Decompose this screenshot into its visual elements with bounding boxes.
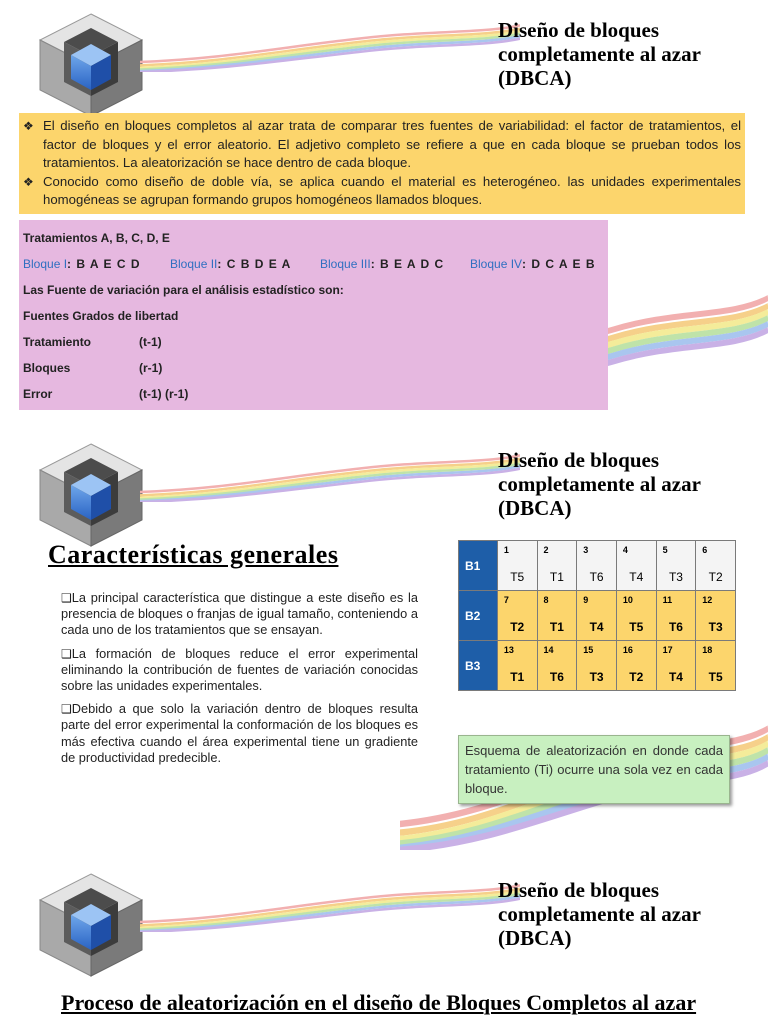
list-item-text: Debido a que solo la variación dentro de bloques resulta parte del error experimental la conformación de los bloques es más efectiva cuando el área experimental tiene un gradiente de productividad predecible. [61,701,418,765]
plot-number: 4 [622,545,628,555]
block-label: Bloque III [320,257,371,271]
source-row [23,333,604,359]
grid-cell [616,591,656,641]
decorative-ribbon [140,22,520,72]
bullet-text: El diseño en bloques completos al azar trata de comparar tres fuentes de variabilidad: el factor de tratamientos, el factor de bloques y el error aleatorio. El adjetivo completo se refiere a que en cada bloque se prueban todos los tratamientos. La aleatorización se hace dentro de cada bloque. [43,118,741,171]
treatment-label: T5 [510,570,525,584]
treatment-label: T4 [629,570,644,584]
plot-number: 3 [583,545,589,555]
treatment-label: T1 [510,670,525,684]
treatment-label: T2 [629,670,644,684]
block-entry [23,255,141,273]
grid-cell [577,641,617,691]
slide-1 [0,0,768,430]
plot-number: 16 [622,645,633,655]
plot-number: 15 [583,645,594,655]
treatment-label: T4 [668,670,683,684]
cube-logo-icon [38,12,144,118]
grid-cell [577,591,617,641]
bullet-item [23,117,741,173]
sources-header: Fuentes Grados de libertad [23,309,179,323]
plot-number: 10 [622,595,633,605]
treatment-label: T2 [708,570,723,584]
block-label: Bloque I [23,257,68,271]
plot-number: 6 [702,545,708,555]
grid-cell [616,541,656,591]
block-label: Bloque II [170,257,218,271]
plot-number: 12 [702,595,713,605]
bullet-text: Conocido como diseño de doble vía, se aplica cuando el material es heterogéneo. las unidades experimentales homogéneas se agrupan formando grupos homogéneos llamados bloques. [43,173,741,208]
slide-3 [0,860,768,1024]
block-entry [170,255,291,273]
source-name: Tratamiento [23,335,92,349]
plot-number: 7 [503,595,509,605]
list-item-text: La principal característica que distingue a este diseño es la presencia de bloques o franjas de igual tamaño, conteniendo a cada uno de los tratamientos que se ensayan. [61,590,418,638]
checkbox-bullet-icon: ❑ [61,702,72,717]
plot-number: 17 [662,645,673,655]
plot-number: 8 [543,595,549,605]
grid-cell [696,591,736,641]
bullet-item [23,173,741,210]
cube-logo-icon [38,872,144,978]
treatments-line: Tratamientos A, B, C, D, E [23,231,170,245]
plot-number: 18 [702,645,713,655]
grid-cell [696,641,736,691]
source-row [23,385,604,411]
plot-number: 14 [543,645,554,655]
slide-title: Diseño de bloques completamente al azar (DBCA) [498,18,701,90]
checkbox-bullet-icon: ❑ [61,646,72,661]
table-row [459,591,736,641]
grid-cell [656,641,696,691]
decorative-ribbon [140,452,520,502]
grid-cell [577,541,617,591]
grid-cell [656,541,696,591]
grid-cell [616,641,656,691]
treatment-label: T6 [589,570,604,584]
grid-cell [497,541,537,591]
decorative-ribbon [140,882,520,932]
list-item-text: La formación de bloques reduce el error experimental eliminando la contribución de fuentes de variación conocidas sobre las unidades experimentales. [61,645,418,694]
slide-2 [0,430,768,860]
block-label: Bloque IV [470,257,523,271]
list-item [61,590,418,639]
slide-title: Diseño de bloques completamente al azar (DBCA) [498,448,701,520]
block-header: B3 [459,641,498,691]
section-heading: Características generales [48,540,339,569]
grid-cell [537,641,577,691]
diamond-bullet-icon: ❖ [23,174,34,189]
list-item [61,646,418,695]
block-header: B2 [459,591,498,641]
treatment-label: T6 [668,620,683,634]
block-entry [320,255,444,273]
grid-cell [656,591,696,641]
plot-number: 5 [662,545,668,555]
grid-cell [537,541,577,591]
plot-number: 9 [583,595,589,605]
treatment-label: T3 [589,670,604,684]
grid-cell [537,591,577,641]
grid-cell [696,541,736,591]
treatment-label: T5 [708,670,723,684]
grid-cell [497,641,537,691]
treatment-label: T3 [668,570,683,584]
source-df: (r-1) [139,361,163,375]
blocks-line [23,255,604,281]
source-df: (t-1) (r-1) [139,387,189,401]
intro-box [19,113,745,214]
cube-logo-icon [38,442,144,548]
treatments-panel [19,220,608,410]
grid-cell [497,591,537,641]
randomization-note: Esquema de aleatorización en donde cada tratamiento (Ti) ocurre una sola vez en cada bloque. [458,735,730,804]
block-order: : B A E C D [67,257,141,271]
plot-number: 11 [662,595,673,605]
treatment-label: T2 [510,620,525,634]
treatment-label: T5 [629,620,644,634]
table-row [459,641,736,691]
section-heading: Proceso de aleatorización en el diseño de Bloques Completos al azar [61,990,697,1015]
checkbox-bullet-icon: ❑ [61,591,72,605]
source-name: Bloques [23,361,71,375]
treatment-label: T6 [549,670,564,684]
table-row [459,541,736,591]
plot-number: 13 [503,645,514,655]
diamond-bullet-icon: ❖ [23,119,34,133]
block-entry [470,255,596,273]
characteristics-list [61,590,418,773]
plot-number: 1 [503,545,509,555]
source-df: (t-1) [139,335,162,349]
plot-number: 2 [543,545,549,555]
list-item [61,701,418,766]
block-header: B1 [459,541,498,591]
treatment-label: T1 [549,570,564,584]
treatment-label: T4 [589,620,604,634]
block-order: : D C A E B [522,257,596,271]
source-row [23,359,604,385]
treatment-label: T1 [549,620,564,634]
block-order: : B E A D C [370,257,445,271]
sources-intro: Las Fuente de variación para el análisis estadístico son: [23,283,344,297]
treatment-label: T3 [708,620,723,634]
randomization-grid [458,540,736,691]
source-name: Error [23,387,53,401]
block-order: : C B D E A [217,257,292,271]
slide-title: Diseño de bloques completamente al azar (DBCA) [498,878,701,950]
